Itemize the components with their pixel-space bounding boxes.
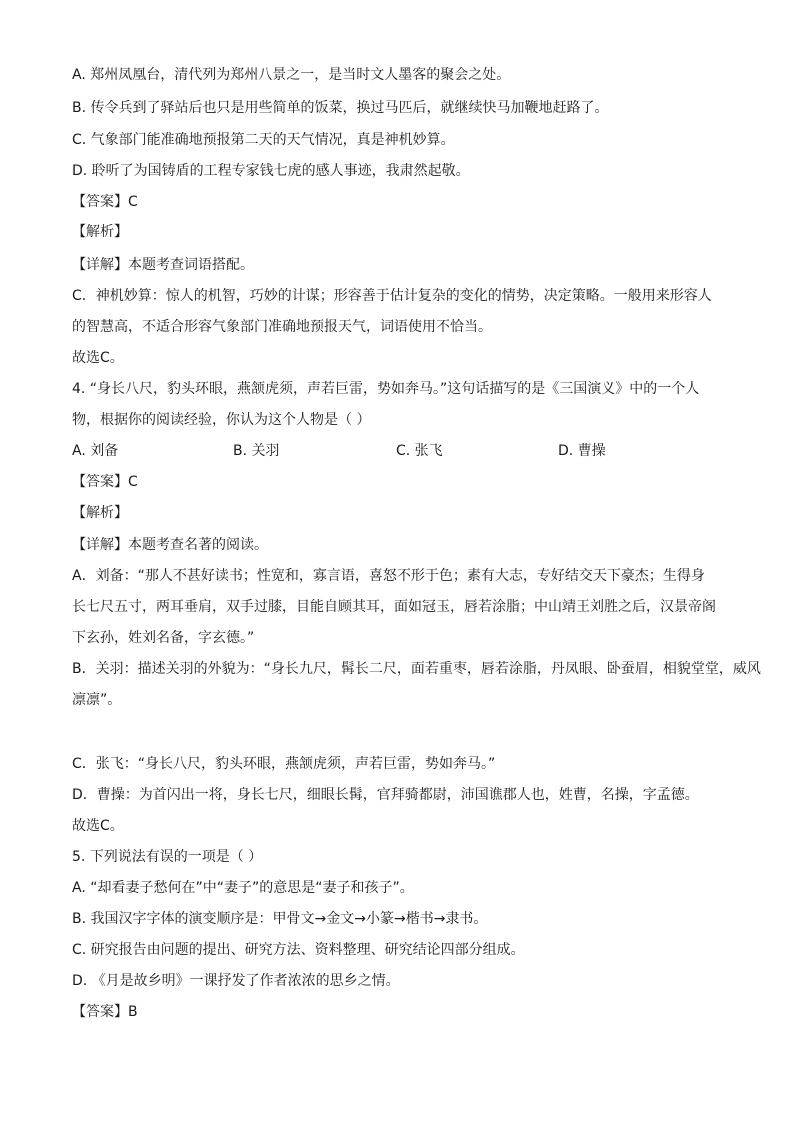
q4-analysis-tag: 【解析】 [72, 505, 128, 521]
q4-a-line1: A．刘备：“那人不甚好读书；性宽和，寡言语，喜怒不形于色；素有大志，专好结交天下豪杰；生得身 [72, 568, 705, 584]
q4-a-line2: 长七尺五寸，两耳垂肩，双手过膝，目能自顾其耳，面如冠玉，唇若涂脂；中山靖王刘胜之后，汉景帝阁 [72, 599, 716, 615]
q5-option-d: D. 《月是故乡明》一课抒发了作者浓浓的思乡之情。 [72, 973, 400, 989]
answer-value: C [128, 194, 138, 210]
q4-conclusion: 故选C。 [72, 818, 124, 834]
q3-conclusion: 故选C。 [72, 350, 124, 366]
q3-option-b: B. 传令兵到了驿站后也只是用些简单的饭菜，换过马匹后，就继续快马加鞭地赶路了。 [72, 100, 609, 116]
answer-tag: 【答案】 [72, 1004, 128, 1020]
q3-explain-line2: 的智慧高，不适合形容气象部门准确地预报天气，词语使用不恰当。 [72, 319, 492, 335]
q5-stem: 5. 下列说法有误的一项是（ ） [72, 849, 263, 865]
q4-d-line: D．曹操：为首闪出一将，身长七尺，细眼长髯，官拜骑都尉，沛国谯郡人也，姓曹，名操，字孟德。 [72, 787, 699, 803]
answer-tag: 【答案】 [72, 194, 128, 210]
q5-option-b: B. 我国汉字字体的演变顺序是：甲骨文→金文→小篆→楷书→隶书。 [72, 911, 488, 927]
q4-option-d: D. 曹操 [558, 443, 606, 459]
q4-b-line2: 凛凛”。 [72, 692, 122, 708]
q4-c-line: C．张飞：“身长八尺，豹头环眼，燕颔虎须，声若巨雷，势如奔马。” [72, 756, 496, 772]
answer-value: B [128, 1004, 138, 1020]
q4-stem-line2: 物，根据你的阅读经验，你认为这个人物是（ ） [72, 412, 371, 428]
q3-option-a: A. 郑州凤凰台，清代列为郑州八景之一，是当时文人墨客的聚会之处。 [72, 67, 511, 83]
q4-a-line3: 下玄孙，姓刘名备，字玄德。” [72, 630, 255, 646]
q4-detail: 【详解】本题考查名著的阅读。 [72, 537, 268, 553]
q4-b-line1: B．关羽：描述关羽的外貌为：“身长九尺，髯长二尺，面若重枣，唇若涂脂，丹凤眼、卧蚕眉，相貌堂堂，威风 [72, 661, 761, 677]
q4-option-c: C. 张飞 [396, 443, 443, 459]
q3-answer [72, 193, 138, 211]
q5-answer [72, 1003, 138, 1021]
answer-tag: 【答案】 [72, 474, 128, 490]
q4-option-a: A. 刘备 [72, 443, 119, 459]
q5-option-c: C. 研究报告由问题的提出、研究方法、资料整理、研究结论四部分组成。 [72, 942, 525, 958]
q5-option-a: A. “却看妻子愁何在”中“妻子”的意思是“妻子和孩子”。 [72, 880, 414, 896]
q4-stem-line1: 4. “身长八尺，豹头环眼，燕颔虎须，声若巨雷，势如奔马。”这句话描写的是《三国演义》中的一个人 [72, 381, 700, 397]
q3-explain-line1: C．神机妙算：惊人的机智，巧妙的计谋；形容善于估计复杂的变化的情势，决定策略。一般用来形容人 [72, 288, 712, 304]
answer-value: C [128, 474, 138, 490]
q4-answer [72, 473, 138, 491]
q4-option-b: B. 关羽 [233, 443, 280, 459]
q3-detail: 【详解】本题考查词语搭配。 [72, 257, 254, 273]
q3-option-c: C. 气象部门能准确地预报第二天的天气情况，真是神机妙算。 [72, 132, 455, 148]
q3-option-d: D. 聆听了为国铸盾的工程专家钱七虎的感人事迹，我肃然起敬。 [72, 163, 470, 179]
q3-analysis-tag: 【解析】 [72, 224, 128, 240]
